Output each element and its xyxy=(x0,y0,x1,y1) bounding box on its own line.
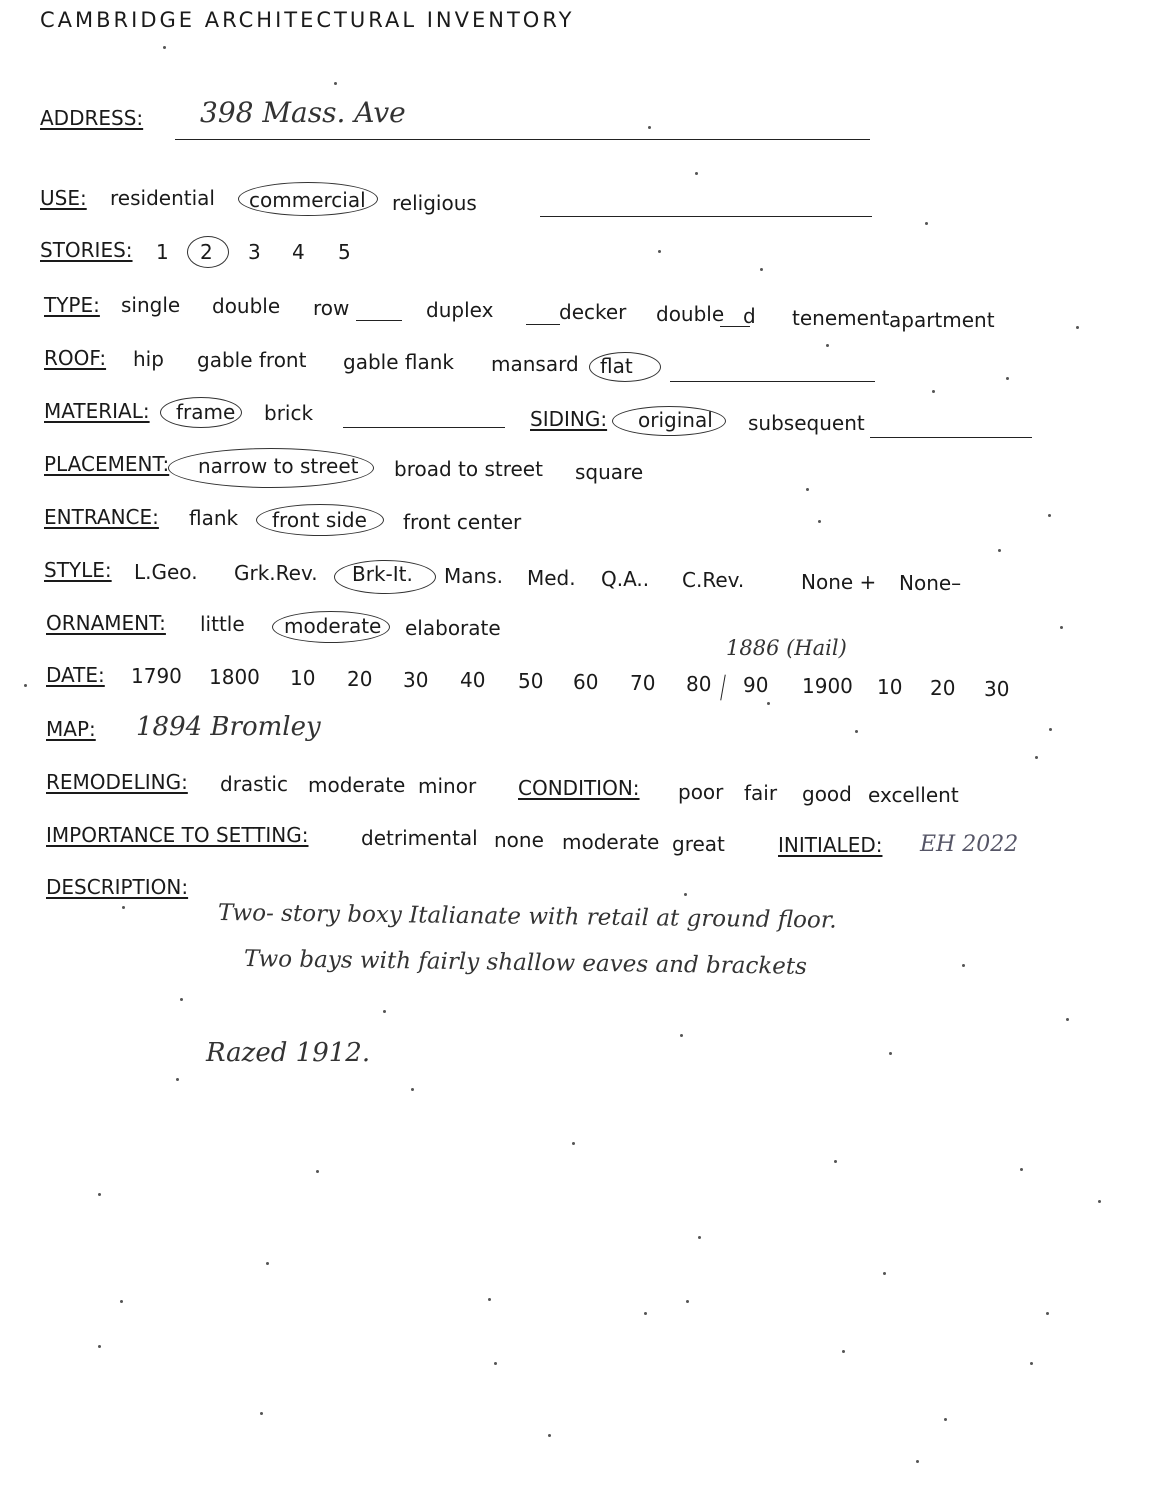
scan-speck xyxy=(1020,1168,1023,1171)
scan-speck xyxy=(658,250,661,253)
remodeling-option-minor: minor xyxy=(418,774,477,798)
entrance-selection-circle xyxy=(256,504,384,536)
scan-speck xyxy=(684,893,687,896)
date-option-90: 90 xyxy=(743,673,769,697)
scan-speck xyxy=(648,126,651,129)
form-title: CAMBRIDGE ARCHITECTURAL INVENTORY xyxy=(40,8,575,32)
ornament-option-elaborate: elaborate xyxy=(405,616,501,640)
siding-option-original: original xyxy=(638,408,713,432)
condition-option-poor: poor xyxy=(678,780,724,804)
type-option-tenement: tenement xyxy=(792,306,890,330)
scan-speck xyxy=(1076,326,1079,329)
entrance-label: ENTRANCE: xyxy=(44,505,159,529)
description-label: DESCRIPTION: xyxy=(46,875,189,899)
date-option-50: 50 xyxy=(518,669,544,693)
siding-label: SIDING: xyxy=(530,407,608,431)
map-label: MAP: xyxy=(46,717,96,741)
style-selection-circle xyxy=(334,560,436,594)
scan-speck xyxy=(334,82,337,85)
style-option-grkrev: Grk.Rev. xyxy=(234,561,318,585)
remodeling-option-drastic: drastic xyxy=(220,772,288,796)
date-option-30: 30 xyxy=(403,668,429,692)
scan-speck xyxy=(695,172,698,175)
scan-speck xyxy=(932,390,935,393)
material-label: MATERIAL: xyxy=(44,399,150,423)
placement-label: PLACEMENT: xyxy=(44,452,170,476)
material-selection-circle xyxy=(160,397,242,428)
type-option-double-d: double xyxy=(656,302,725,326)
placement-option-narrow: narrow to street xyxy=(198,454,359,478)
scan-speck xyxy=(686,1300,689,1303)
siding-blank-line xyxy=(870,437,1032,438)
ornament-label: ORNAMENT: xyxy=(46,611,166,635)
style-label: STYLE: xyxy=(44,558,112,582)
type-decker-blank xyxy=(526,324,560,325)
scan-speck xyxy=(98,1345,101,1348)
use-selection-circle xyxy=(238,182,378,216)
scan-speck xyxy=(889,1052,892,1055)
type-option-decker: decker xyxy=(559,300,627,324)
scan-speck xyxy=(1030,1362,1033,1365)
description-line-2: Two bays with fairly shallow eaves and brackets xyxy=(243,946,808,980)
entrance-option-flank: flank xyxy=(189,506,239,530)
type-option-duplex: duplex xyxy=(426,298,494,322)
scan-speck xyxy=(24,684,27,687)
date-option-10: 10 xyxy=(290,666,316,690)
style-option-none-plus: None + xyxy=(801,570,877,594)
ornament-selection-circle xyxy=(272,611,390,643)
scan-speck xyxy=(572,1142,575,1145)
scan-speck xyxy=(1060,626,1063,629)
ornament-option-little: little xyxy=(200,612,245,636)
importance-option-moderate: moderate xyxy=(562,830,660,854)
use-option-residential: residential xyxy=(110,186,215,210)
scan-speck xyxy=(260,1412,263,1415)
style-option-med: Med. xyxy=(527,566,576,590)
scan-speck xyxy=(1035,756,1038,759)
date-option-40: 40 xyxy=(460,668,486,692)
roof-option-mansard: mansard xyxy=(491,352,579,376)
scan-speck xyxy=(120,1300,123,1303)
date-option-1900: 1900 xyxy=(802,674,853,698)
importance-option-none: none xyxy=(494,828,544,852)
scan-speck xyxy=(383,1010,386,1013)
scan-speck xyxy=(1048,514,1051,517)
condition-option-good: good xyxy=(802,782,852,806)
scan-speck xyxy=(180,998,183,1001)
scan-speck xyxy=(316,1170,319,1173)
importance-label: IMPORTANCE TO SETTING: xyxy=(46,823,309,847)
scan-speck xyxy=(760,268,763,271)
date-option-20b: 20 xyxy=(930,676,956,700)
scan-speck xyxy=(818,520,821,523)
material-option-frame: frame xyxy=(176,400,236,424)
scan-speck xyxy=(488,1298,491,1301)
scan-speck xyxy=(855,730,858,733)
use-label: USE: xyxy=(40,186,87,210)
scan-speck xyxy=(98,1193,101,1196)
roof-option-gable-flank: gable flank xyxy=(343,350,454,374)
scan-speck xyxy=(122,906,125,909)
date-option-70: 70 xyxy=(630,671,656,695)
remodeling-label: REMODELING: xyxy=(46,770,188,794)
date-option-60: 60 xyxy=(573,670,599,694)
scan-speck xyxy=(176,1078,179,1081)
date-option-80: 80 xyxy=(686,672,712,696)
scan-speck xyxy=(644,1312,647,1315)
type-option-apartment: apartment xyxy=(889,308,995,332)
stories-option-2: 2 xyxy=(200,240,213,264)
date-option-30b: 30 xyxy=(984,677,1010,701)
roof-selection-circle xyxy=(589,352,661,382)
type-row-blank xyxy=(356,320,402,321)
entrance-option-front-side: front side xyxy=(272,508,367,532)
scan-speck xyxy=(916,1460,919,1463)
scan-speck xyxy=(826,344,829,347)
scan-speck xyxy=(680,1034,683,1037)
entrance-option-front-center: front center xyxy=(403,510,522,534)
stories-option-1: 1 xyxy=(156,240,169,264)
map-value: 1894 Bromley xyxy=(136,712,321,742)
roof-option-hip: hip xyxy=(133,347,164,371)
date-handwritten-mark xyxy=(720,675,725,701)
siding-option-subsequent: subsequent xyxy=(748,411,865,435)
material-blank-line xyxy=(343,427,505,428)
scan-speck xyxy=(1006,377,1009,380)
date-option-10b: 10 xyxy=(877,675,903,699)
remodeling-option-moderate: moderate xyxy=(308,773,406,797)
roof-label: ROOF: xyxy=(44,346,107,370)
ornament-option-moderate: moderate xyxy=(284,614,382,638)
stories-option-4: 4 xyxy=(292,240,305,264)
initialed-label: INITIALED: xyxy=(778,833,883,857)
type-label: TYPE: xyxy=(44,293,100,317)
scan-speck xyxy=(925,222,928,225)
type-option-row: row xyxy=(313,296,350,320)
placement-option-square: square xyxy=(575,460,644,484)
placement-selection-circle xyxy=(168,448,374,488)
stories-label: STORIES: xyxy=(40,238,133,262)
scan-speck xyxy=(1049,728,1052,731)
scan-speck xyxy=(411,1088,414,1091)
scan-speck xyxy=(163,46,166,49)
style-option-lgeo: L.Geo. xyxy=(134,560,198,584)
address-label: ADDRESS: xyxy=(40,106,144,130)
scan-speck xyxy=(834,1160,837,1163)
style-option-crev: C.Rev. xyxy=(682,568,745,592)
scan-speck xyxy=(1046,1312,1049,1315)
style-option-mans: Mans. xyxy=(444,564,503,588)
scan-speck xyxy=(842,1350,845,1353)
date-option-20: 20 xyxy=(347,667,373,691)
style-option-qa: Q.A.. xyxy=(601,567,650,591)
scan-speck xyxy=(698,1236,701,1239)
scan-speck xyxy=(548,1434,551,1437)
scan-speck xyxy=(962,964,965,967)
description-note: Razed 1912. xyxy=(206,1038,371,1068)
use-option-commercial: commercial xyxy=(249,188,366,212)
siding-selection-circle xyxy=(612,406,726,436)
use-blank-line xyxy=(540,216,872,217)
use-option-religious: religious xyxy=(392,191,477,215)
style-option-none-minus: None– xyxy=(899,571,962,595)
scan-speck xyxy=(1098,1200,1101,1203)
roof-option-flat: flat xyxy=(600,354,633,378)
type-option-single: single xyxy=(121,293,181,317)
condition-option-fair: fair xyxy=(744,781,778,805)
scan-speck xyxy=(998,549,1001,552)
type-option-double: double xyxy=(212,294,281,318)
importance-option-detrimental: detrimental xyxy=(361,826,478,850)
scan-speck xyxy=(767,702,770,705)
initialed-value: EH 2022 xyxy=(920,832,1019,857)
address-line xyxy=(175,139,870,140)
date-label: DATE: xyxy=(46,663,105,687)
stories-option-5: 5 xyxy=(338,240,351,264)
condition-label: CONDITION: xyxy=(518,776,640,800)
description-line-1: Two- story boxy Italianate with retail at ground floor. xyxy=(217,900,837,934)
condition-option-excellent: excellent xyxy=(868,783,959,807)
scan-speck xyxy=(806,488,809,491)
scan-speck xyxy=(266,1262,269,1265)
scan-speck xyxy=(494,1362,497,1365)
date-annotation: 1886 (Hail) xyxy=(726,636,847,660)
type-option-d-suffix: d xyxy=(743,304,756,328)
style-option-brkit: Brk-It. xyxy=(352,562,413,586)
material-option-brick: brick xyxy=(264,401,314,425)
importance-option-great: great xyxy=(672,832,725,856)
roof-option-gable-front: gable front xyxy=(197,348,307,372)
roof-blank-line xyxy=(670,381,875,382)
address-value: 398 Mass. Ave xyxy=(200,96,406,129)
stories-selection-circle xyxy=(187,236,229,268)
date-option-1790: 1790 xyxy=(131,664,182,688)
scan-speck xyxy=(883,1272,886,1275)
placement-option-broad: broad to street xyxy=(394,457,543,481)
scan-speck xyxy=(1066,1018,1069,1021)
stories-option-3: 3 xyxy=(248,240,261,264)
scan-speck xyxy=(944,1418,947,1421)
date-option-1800: 1800 xyxy=(209,665,260,689)
